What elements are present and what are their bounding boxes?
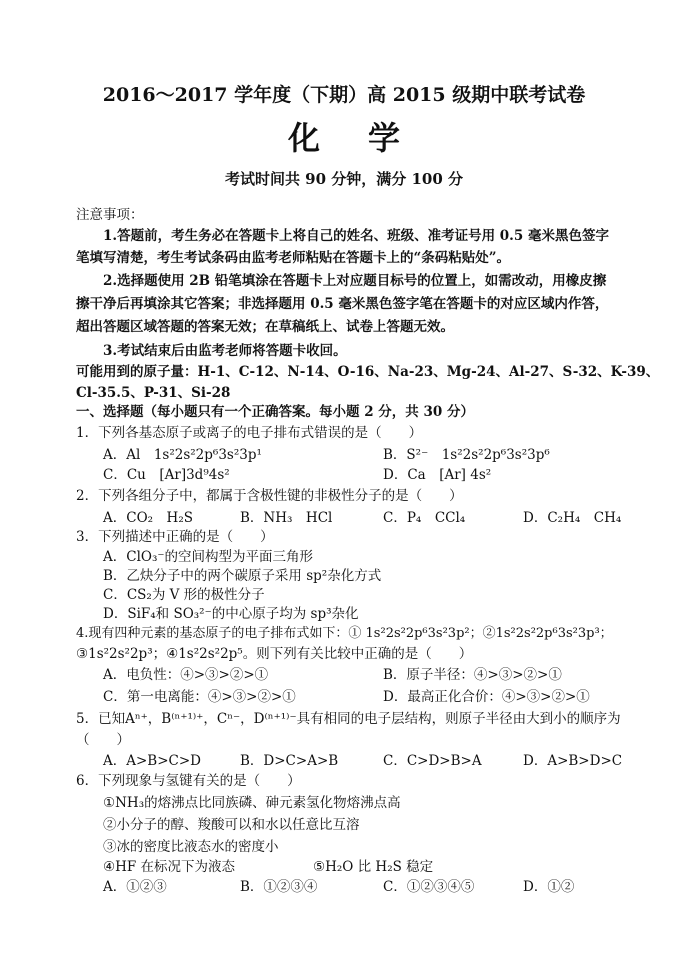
question-6-item-5: ⑤H₂O 比 H₂S 稳定 (313, 859, 434, 875)
question-3-option-b: B．乙炔分子中的两个碳原子采用 sp²杂化方式 (103, 568, 382, 584)
question-6-item-2: ②小分子的醇、羧酸可以和水以任意比互溶 (103, 817, 360, 833)
question-5-option-c: C．C>D>B>A (383, 753, 482, 769)
section-heading: 一、选择题（每小题只有一个正确答案。每小题 2 分，共 30 分） (76, 404, 474, 420)
atomic-masses-line-1: 可能用到的原子量：H-1、C-12、N-14、O-16、Na-23、Mg-24、Al-27、S-32、K-39、 (76, 364, 660, 380)
question-1-option-c: C．Cu [Ar]3d⁹4s² (103, 467, 230, 483)
question-2-stem: 2．下列各组分子中，都属于含极性键的非极性分子的是（ ） (76, 488, 463, 504)
notes-heading: 注意事项： (76, 207, 144, 223)
question-1-stem: 1．下列各基态原子或离子的电子排布式错误的是（ ） (76, 425, 423, 441)
question-5-option-a: A．A>B>C>D (103, 753, 202, 769)
question-3-option-c: C．CS₂为 V 形的极性分子 (103, 587, 265, 603)
question-6-option-a: A．①②③ (103, 879, 167, 895)
question-6-item-4: ④HF 在标况下为液态 (103, 859, 236, 875)
question-4-stem-line-2: ③1s²2s²2p³；④1s²2s²2p⁵。则下列有关比较中正确的是（ ） (76, 646, 473, 662)
question-2-option-b: B．NH₃ HCl (240, 510, 333, 526)
question-1-option-b: B．S²⁻ 1s²2s²2p⁶3s²3p⁶ (383, 447, 550, 463)
note-2-line-1: 2.选择题使用 2B 铅笔填涂在答题卡上对应题目标号的位置上，如需改动，用橡皮擦 (103, 273, 607, 289)
subject-title: 化学 (287, 119, 448, 157)
question-3-stem: 3．下列描述中正确的是（ ） (76, 529, 274, 545)
question-6-item-3: ③冰的密度比液态水的密度小 (103, 839, 279, 855)
question-2-option-c: C．P₄ CCl₄ (383, 510, 466, 526)
atomic-masses-line-2: Cl-35.5、P-31、Si-28 (76, 385, 231, 401)
question-4-option-b: B．原子半径：④>③>②>① (383, 667, 562, 683)
question-5-stem-line-1: 5．已知Aⁿ⁺，B⁽ⁿ⁺¹⁾⁺，Cⁿ⁻，D⁽ⁿ⁺¹⁾⁻具有相同的电子层结构，则原子半径由大到小的顺序为 (76, 711, 621, 727)
question-6-option-b: B．①②③④ (240, 879, 318, 895)
question-1-option-d: D．Ca [Ar] 4s² (383, 467, 492, 483)
question-6-item-1: ①NH₃的熔沸点比同族磷、砷元素氢化物熔沸点高 (103, 795, 401, 811)
note-1-line-2: 笔填写清楚，考生考试条码由监考老师粘贴在答题卡上的“条码粘贴处”。 (76, 250, 511, 266)
question-2-option-d: D．C₂H₄ CH₄ (523, 510, 622, 526)
question-2-option-a: A．CO₂ H₂S (103, 510, 193, 526)
question-6-option-c: C．①②③④⑤ (383, 879, 475, 895)
question-3-option-d: D．SiF₄和 SO₃²⁻的中心原子均为 sp³杂化 (103, 606, 359, 622)
question-4-stem-line-1: 4.现有四种元素的基态原子的电子排布式如下：① 1s²2s²2p⁶3s²3p²；②1s²2s²2p⁶3s²3p³； (76, 626, 613, 641)
exam-title: 2016～2017 学年度（下期）高 2015 级期中联考试卷 (102, 84, 586, 106)
question-4-option-d: D．最高正化合价：④>③>②>① (383, 689, 590, 705)
note-3: 3.考试结束后由监考老师将答题卡收回。 (103, 343, 347, 359)
question-6-stem: 6．下列现象与氢键有关的是（ ） (76, 773, 301, 789)
question-1-option-a: A．Al 1s²2s²2p⁶3s²3p¹ (103, 447, 262, 463)
question-4-option-a: A．电负性：④>③>②>① (103, 667, 269, 683)
exam-time-info: 考试时间共 90 分钟，满分 100 分 (224, 170, 464, 188)
question-6-option-d: D．①② (523, 879, 575, 895)
question-3-option-a: A．ClO₃⁻的空间构型为平面三角形 (103, 549, 314, 565)
note-2-line-2: 擦干净后再填涂其它答案；非选择题用 0.5 毫米黑色签字笔在答题卡的对应区域内作答， (76, 296, 609, 312)
note-1-line-1: 1.答题前，考生务必在答题卡上将自己的姓名、班级、准考证号用 0.5 毫米黑色签字 (103, 228, 609, 244)
question-5-option-b: B．D>C>A>B (240, 753, 339, 769)
question-5-option-d: D．A>B>D>C (523, 753, 623, 769)
note-2-line-3: 超出答题区域答题的答案无效；在草稿纸上、试卷上答题无效。 (76, 319, 454, 335)
question-4-option-c: C．第一电离能：④>③>②>① (103, 689, 296, 705)
question-5-stem-line-2: （ ） (76, 732, 130, 748)
